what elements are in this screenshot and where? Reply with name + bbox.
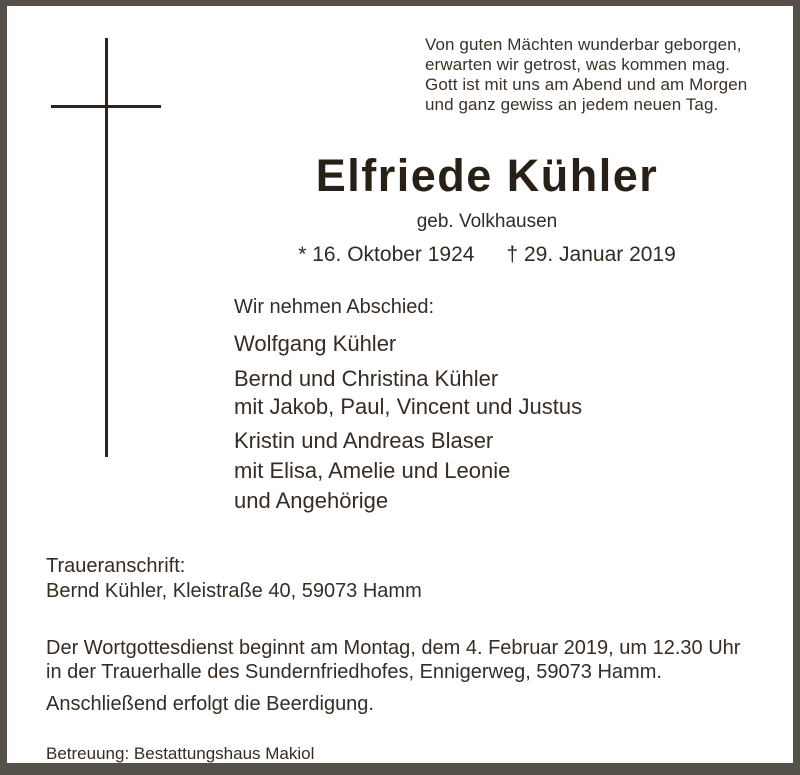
- mourning-address: [46, 554, 422, 604]
- service-line: Der Wortgottesdienst beginnt am Montag, dem 4. Februar 2019, um 12.30 Uhr: [46, 637, 741, 659]
- mourner-line: Wolfgang Kühler: [234, 331, 397, 356]
- verse-line: Von guten Mächten wunderbar geborgen,: [425, 35, 742, 54]
- deceased-header: [175, 151, 799, 269]
- cross-horizontal-bar: [51, 105, 161, 108]
- service-announcement: [46, 636, 740, 684]
- mourning-address-label: Traueranschrift:: [46, 555, 186, 577]
- birth-date: * 16. Oktober 1924: [298, 243, 475, 266]
- verse-line: und ganz gewiss an jedem neuen Tag.: [425, 95, 719, 114]
- farewell-intro: Wir nehmen Abschied:: [234, 296, 435, 318]
- mourner-line: mit Elisa, Amelie und Leonie: [234, 458, 511, 483]
- burial-line: Anschließend erfolgt die Beerdigung.: [46, 693, 374, 715]
- service-line: in der Trauerhalle des Sundernfriedhofes, Ennigerweg, 59073 Hamm.: [46, 661, 662, 683]
- mourner-line: Bernd und Christina Kühler: [234, 366, 499, 391]
- maiden-name: geb. Volkhausen: [416, 211, 558, 232]
- life-dates: [175, 241, 799, 269]
- mourner-line: und Angehörige: [234, 488, 389, 513]
- verse-line: erwarten wir getrost, was kommen mag.: [425, 55, 731, 74]
- deceased-name: Elfriede Kühler: [315, 150, 659, 201]
- funeral-home-line: Betreuung: Bestattungshaus Makiol: [46, 744, 315, 763]
- memorial-verse: [425, 35, 747, 115]
- mourner-line: Kristin und Andreas Blaser: [234, 428, 494, 453]
- death-date: † 29. Januar 2019: [506, 243, 676, 266]
- verse-line: Gott ist mit uns am Abend und am Morgen: [425, 75, 748, 94]
- cross-vertical-bar: [105, 38, 108, 457]
- mourning-address-value: Bernd Kühler, Kleistraße 40, 59073 Hamm: [46, 580, 422, 602]
- mourner-line: mit Jakob, Paul, Vincent und Justus: [234, 394, 583, 419]
